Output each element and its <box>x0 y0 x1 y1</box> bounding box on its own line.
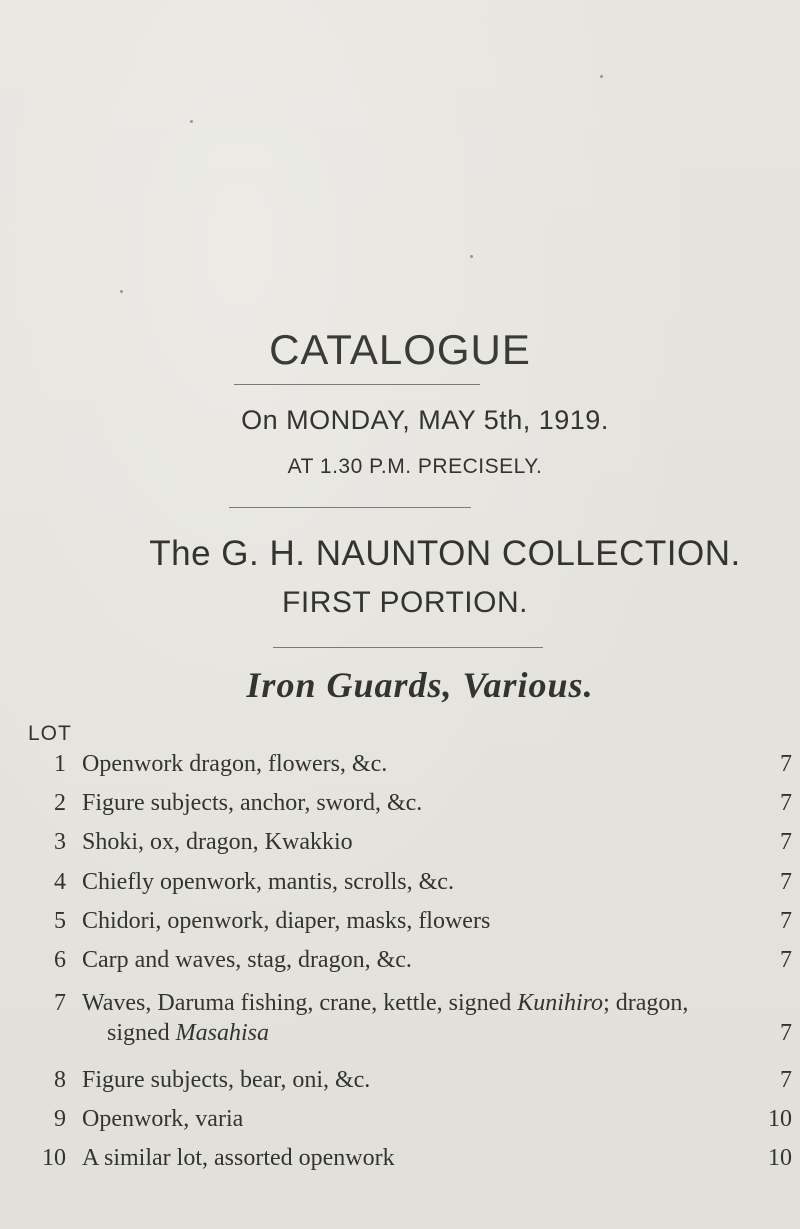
collection-portion: FIRST PORTION. <box>282 586 528 619</box>
lot-number: 9 <box>54 1106 66 1132</box>
lot-number: 5 <box>54 908 66 934</box>
lot-description: Figure subjects, anchor, sword, &c. <box>82 790 423 816</box>
lot-row <box>0 908 800 938</box>
section-title: Iron Guards, Various. <box>246 665 594 705</box>
lot-quantity: 7 <box>780 869 792 895</box>
lot-row <box>0 990 800 1046</box>
lot-description-continued <box>107 1020 269 1047</box>
lot-column-header: LOT <box>28 722 72 745</box>
title-underline <box>234 384 480 385</box>
lot-quantity: 7 <box>780 829 792 855</box>
lot-description-text: ; dragon, <box>603 990 689 1016</box>
lot-description: Figure subjects, bear, oni, &c. <box>82 1067 371 1093</box>
lot-description-text: Waves, Daruma fishing, crane, kettle, signed <box>82 990 518 1016</box>
lot-description: A similar lot, assorted openwork <box>82 1145 395 1171</box>
lot-row <box>0 869 800 899</box>
lot-row <box>0 1106 800 1136</box>
paper-speck <box>600 75 603 78</box>
lot-number: 10 <box>42 1145 66 1171</box>
lot-number: 7 <box>54 990 66 1016</box>
lot-description: Carp and waves, stag, dragon, &c. <box>82 947 412 973</box>
lot-number: 1 <box>54 751 66 777</box>
lot-description: Chiefly openwork, mantis, scrolls, &c. <box>82 869 454 895</box>
lot-number: 4 <box>54 869 66 895</box>
lot-description: Openwork dragon, flowers, &c. <box>82 751 388 777</box>
lot-quantity: 7 <box>780 1020 792 1046</box>
lot-quantity: 7 <box>780 947 792 973</box>
lot-description: Shoki, ox, dragon, Kwakkio <box>82 829 353 855</box>
lot-row <box>0 751 800 781</box>
lot-quantity: 10 <box>768 1106 792 1132</box>
lot-quantity: 10 <box>768 1145 792 1171</box>
time-underline <box>229 507 471 508</box>
lot-number: 6 <box>54 947 66 973</box>
lot-row <box>0 829 800 859</box>
lot-description-text: signed <box>107 1020 176 1046</box>
lot-quantity: 7 <box>780 790 792 816</box>
lot-quantity: 7 <box>780 751 792 777</box>
catalogue-title: CATALOGUE <box>269 326 531 373</box>
lot-row <box>0 947 800 977</box>
lot-quantity: 7 <box>780 908 792 934</box>
paper-speck <box>190 120 193 123</box>
signer-name: Masahisa <box>175 1020 270 1046</box>
paper-speck <box>120 290 123 293</box>
portion-underline <box>273 647 543 648</box>
lot-number: 8 <box>54 1067 66 1093</box>
lot-row <box>0 790 800 820</box>
lot-description: Openwork, varia <box>82 1106 244 1132</box>
signer-name: Kunihiro <box>517 990 604 1016</box>
lot-description: Chidori, openwork, diaper, masks, flowers <box>82 908 491 934</box>
lot-number: 2 <box>54 790 66 816</box>
lot-number: 3 <box>54 829 66 855</box>
lot-quantity: 7 <box>780 1067 792 1093</box>
lot-description <box>82 990 688 1017</box>
collection-name: The G. H. NAUNTON COLLECTION. <box>149 534 741 573</box>
lot-row <box>0 1067 800 1097</box>
paper-speck <box>470 255 473 258</box>
lot-row <box>0 1145 800 1175</box>
sale-time: AT 1.30 P.M. PRECISELY. <box>287 455 543 478</box>
sale-date: On MONDAY, MAY 5th, 1919. <box>241 405 609 435</box>
